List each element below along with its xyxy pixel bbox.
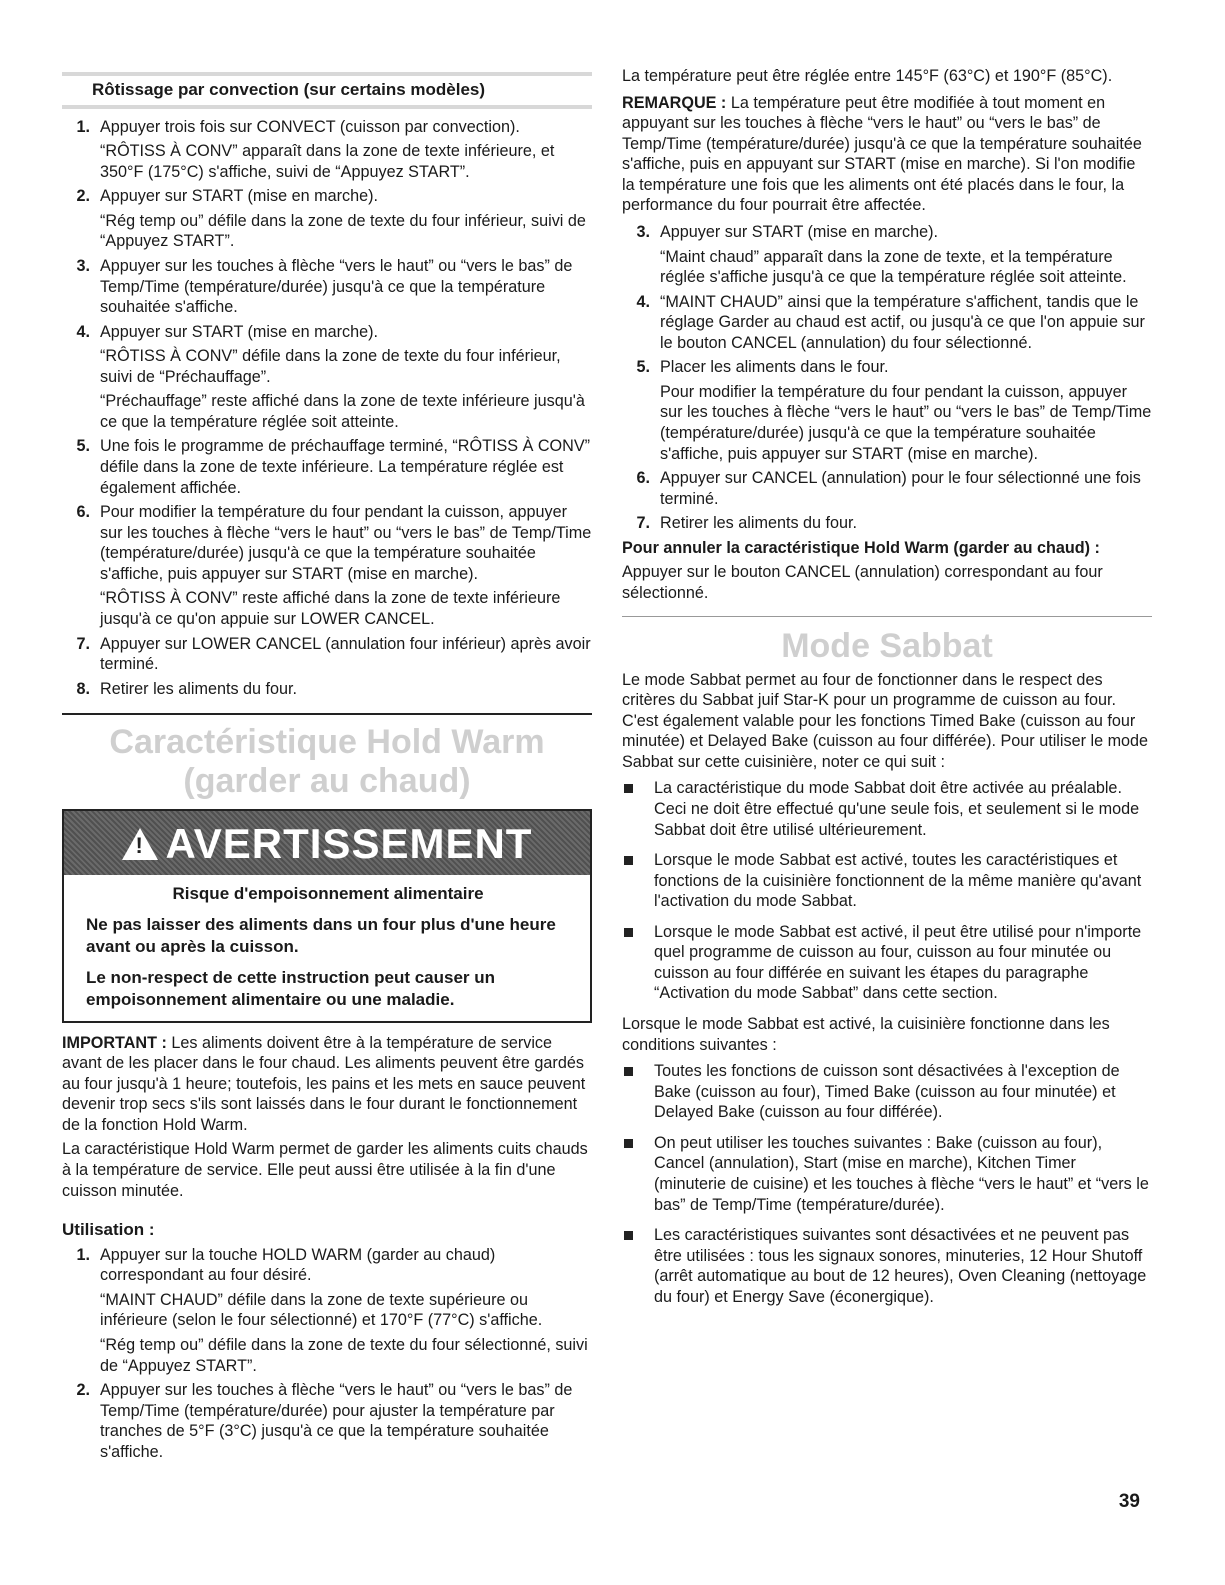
step-item [62, 1380, 592, 1462]
step-item [62, 1245, 592, 1376]
step-item [622, 513, 1152, 534]
step-subtext: “RÔTISS À CONV” reste affiché dans la zone de texte inférieure jusqu'à ce qu'on appuie sur LOWER CANCEL. [100, 589, 561, 628]
step-text: “MAINT CHAUD” ainsi que la température s'affichent, tandis que le réglage Garder au chaud est actif, ou jusqu'à ce que l'on appuie sur le bouton CANCEL (annulation) du four sélectionné. [660, 292, 1145, 352]
step-number: 6. [636, 469, 650, 488]
bullet-square-icon [624, 1067, 633, 1076]
convection-steps [62, 117, 592, 700]
step-number: 6. [76, 503, 90, 522]
warning-header [64, 811, 590, 874]
step-number: 4. [76, 322, 90, 341]
step-number: 5. [76, 437, 90, 456]
step-number: 4. [636, 292, 650, 311]
temp-range: La température peut être réglée entre 145°F (63°C) et 190°F (85°C). [622, 67, 1113, 85]
step-item [62, 256, 592, 318]
section-title-convection-roast: Rôtissage par convection (sur certains modèles) [62, 72, 592, 109]
bullet-item [622, 922, 1152, 1004]
warning-label: AVERTISSEMENT [165, 820, 533, 868]
step-subtext: “Maint chaud” apparaît dans la zone de texte, et la température réglée s'affiche jusqu'à ce que la température réglée soit atteinte. [660, 247, 1127, 287]
step-number: 3. [636, 222, 650, 241]
bullet-text: Lorsque le mode Sabbat est activé, il peut être utilisé pour n'importe quel programme de cuisson au four, cuisson au four minutée ou cuisson au four différée en suivant les étapes du paragraphe “Activation du mode Sabbat” dans cette section. [654, 922, 1142, 1003]
step-text: Appuyer sur START (mise en marche). [100, 187, 378, 206]
bullet-text: Lorsque le mode Sabbat est activé, toutes les caractéristiques et fonctions de la cuisinière fonctionnent de la même manière qu'avant l'activation du mode Sabbat. [654, 851, 1142, 911]
conditions-bullets [622, 1061, 1152, 1307]
left-column [62, 0, 592, 1466]
usage-steps [62, 1245, 592, 1463]
step-number: 5. [636, 358, 650, 377]
step-number: 2. [76, 1381, 90, 1400]
warning-risk: Risque d'empoisonnement alimentaire [172, 883, 484, 903]
remarque-label: REMARQUE : [622, 93, 727, 112]
bullet-item [622, 778, 1152, 840]
bullet-item [622, 1225, 1152, 1307]
hold-warm-title: Caractéristique Hold Warm (garder au chaud) [109, 723, 545, 801]
section-divider [62, 713, 592, 715]
step-subtext: “RÔTISS À CONV” apparaît dans la zone de texte inférieure, et 350°F (175°C) s'affiche, suivi de “Appuyez START”. [100, 142, 555, 181]
bullet-square-icon [624, 856, 633, 865]
step-item [622, 222, 1152, 288]
bullet-item [622, 850, 1152, 912]
step-text: Placer les aliments dans le four. [660, 358, 889, 377]
important-note [62, 1033, 592, 1136]
step-text: Appuyer sur les touches à flèche “vers le haut” ou “vers le bas” de Temp/Time (température/durée) pour ajuster la température par tranches de 5°F (3°C) jusqu'à ce que la température souhaitée s'affiche. [100, 1381, 573, 1461]
bullet-item [622, 1061, 1152, 1123]
step-text: Appuyer sur LOWER CANCEL (annulation four inférieur) après avoir terminé. [100, 634, 591, 674]
step-subtext: “Rég temp ou” défile dans la zone de texte du four inférieur, suivi de “Appuyez START”. [100, 211, 586, 251]
hold-warm-paragraph: La caractéristique Hold Warm permet de garder les aliments cuits chauds à la température de service. Elle peut aussi être utilisée à la fin d'une cuisson minutée. [62, 1140, 588, 1200]
conditions-intro: Lorsque le mode Sabbat est activé, la cuisinière fonctionne dans les conditions suivantes : [622, 1015, 1110, 1054]
step-item [622, 357, 1152, 464]
step-number: 2. [76, 187, 90, 206]
step-item [622, 292, 1152, 354]
bullet-text: Toutes les fonctions de cuisson sont désactivées à l'exception de Bake (cuisson au four), Timed Bake (cuisson au four minutée) et Delayed Bake (cuisson au four différée). [654, 1062, 1120, 1122]
warning-triangle-icon: ! [122, 828, 158, 860]
step-item [622, 468, 1152, 509]
step-number: 1. [76, 117, 90, 136]
remarque-text: La température peut être modifiée à tout moment en appuyant sur les touches à flèche “vers le haut” ou “vers le bas” de Temp/Time (température/durée) jusqu'à ce que la température souhaitée s'affiche, puis en appuyant sur START (mise en marche). Si l'on modifie la température une fois que les aliments ont été placés dans le four, la performance du four pourrait être affectée. [622, 93, 1142, 215]
warning-line: Le non-respect de cette instruction peut causer un empoisonnement alimentaire ou une maladie. [86, 968, 496, 1010]
warning-box [62, 809, 592, 1022]
step-item [62, 186, 592, 252]
section-divider [622, 616, 1152, 617]
step-number: 7. [76, 634, 90, 653]
step-item [62, 634, 592, 675]
step-text: Appuyer trois fois sur CONVECT (cuisson par convection). [100, 117, 520, 136]
bullet-text: Les caractéristiques suivantes sont désactivées et ne peuvent pas être utilisées : tous les signaux sonores, minuteries, 12 Hour Shutoff (arrêt automatique au bout de 12 heures), Oven Cleaning (nettoyage du four) et Energy Save (éconergique). [654, 1226, 1147, 1306]
step-text: Appuyer sur CANCEL (annulation) pour le four sélectionné une fois terminé. [660, 469, 1141, 508]
step-number: 8. [76, 679, 90, 698]
usage-heading: Utilisation : [62, 1220, 155, 1240]
sabbath-intro: Le mode Sabbat permet au four de fonctionner dans le respect des critères du Sabbat juif Star-K pour un programme de cuisson au four. C'est également valable pour les fonctions Timed Bake (cuisson au four minutée) et Delayed Bake (cuisson au four différée). Pour utiliser le mode Sabbat sur cette cuisinière, noter ce qui suit : [622, 670, 1149, 771]
bullet-text: La caractéristique du mode Sabbat doit être activée au préalable. Ceci ne doit être effectué qu'une seule fois, et seulement si le mode Sabbat doit être utilisé ultérieurement. [654, 779, 1140, 839]
step-text: Appuyer sur la touche HOLD WARM (garder au chaud) correspondant au four désiré. [100, 1245, 496, 1285]
step-number: 1. [76, 1245, 90, 1264]
step-text: Retirer les aliments du four. [660, 514, 858, 533]
bullet-text: On peut utiliser les touches suivantes : Bake (cuisson au four), Cancel (annulation), Start (mise en marche), Kitchen Timer (minuterie de cuisine) et les touches à flèche “vers le haut” et “vers le bas” de Temp/Time (température/durée). [654, 1133, 1149, 1214]
warning-line: Ne pas laisser des aliments dans un four plus d'une heure avant ou après la cuisson. [86, 915, 556, 956]
step-text: Pour modifier la température du four pendant la cuisson, appuyer sur les touches à flèche “vers le haut” ou “vers le bas” de Temp/Time (température/durée) jusqu'à ce que la température souhaitée s'affiche, puis appuyer sur START (mise en marche). [100, 503, 592, 583]
bullet-square-icon [624, 1139, 633, 1148]
step-number: 7. [636, 514, 650, 533]
step-text: Appuyer sur START (mise en marche). [100, 322, 378, 341]
step-subtext: Pour modifier la température du four pendant la cuisson, appuyer sur les touches à flèche “vers le haut” ou “vers le bas” de Temp/Time (température/durée) jusqu'à ce que la température souhaitée s'affiche, puis appuyer sur START (mise en marche). [660, 382, 1152, 463]
step-subtext: “Préchauffage” reste affiché dans la zone de texte inférieure jusqu'à ce que la température réglée soit atteinte. [100, 392, 585, 431]
bullet-square-icon [624, 784, 633, 793]
step-item [62, 436, 592, 498]
step-item [62, 117, 592, 183]
step-text: Appuyer sur les touches à flèche “vers le haut” ou “vers le bas” de Temp/Time (température/durée) jusqu'à ce que la température souhaitée s'affiche. [100, 256, 573, 317]
bullet-square-icon [624, 1231, 633, 1240]
cancel-text: Appuyer sur le bouton CANCEL (annulation) correspondant au four sélectionné. [622, 563, 1103, 602]
step-subtext: “Rég temp ou” défile dans la zone de texte du four sélectionné, suivi de “Appuyez START”. [100, 1335, 588, 1375]
important-label: IMPORTANT : [62, 1033, 167, 1052]
step-text: Retirer les aliments du four. [100, 679, 298, 698]
warning-body [64, 875, 590, 1021]
sabbath-bullets [622, 778, 1152, 1004]
sabbath-title: Mode Sabbat [781, 626, 993, 665]
page-number: 39 [1118, 1491, 1140, 1512]
bullet-item [622, 1133, 1152, 1215]
step-item [62, 322, 592, 433]
hold-warm-steps [622, 222, 1152, 534]
step-subtext: “RÔTISS À CONV” défile dans la zone de texte du four inférieur, suivi de “Préchauffage”. [100, 347, 561, 386]
step-number: 3. [76, 256, 90, 275]
step-text: Une fois le programme de préchauffage terminé, “RÔTISS À CONV” défile dans la zone de texte inférieure. La température réglée est également affichée. [100, 437, 591, 497]
step-item [62, 679, 592, 700]
step-item [62, 502, 592, 629]
step-text: Appuyer sur START (mise en marche). [660, 222, 938, 241]
bullet-square-icon [624, 928, 633, 937]
important-text: Les aliments doivent être à la température de service avant de les placer dans le four chaud. Les aliments peuvent être gardés au four jusqu'à 1 heure; toutefois, les pains et les mets en sauce peuvent devenir trop secs s'ils sont laissés dans le four durant le fonctionnement de la fonction Hold Warm. [62, 1033, 586, 1134]
step-subtext: “MAINT CHAUD” défile dans la zone de texte supérieure ou inférieure (selon le four sélectionné) et 170°F (77°C) s'affiche. [100, 1290, 543, 1330]
cancel-heading: Pour annuler la caractéristique Hold Warm (garder au chaud) : [622, 538, 1100, 557]
remarque-note [622, 93, 1152, 216]
right-column [622, 66, 1152, 1317]
